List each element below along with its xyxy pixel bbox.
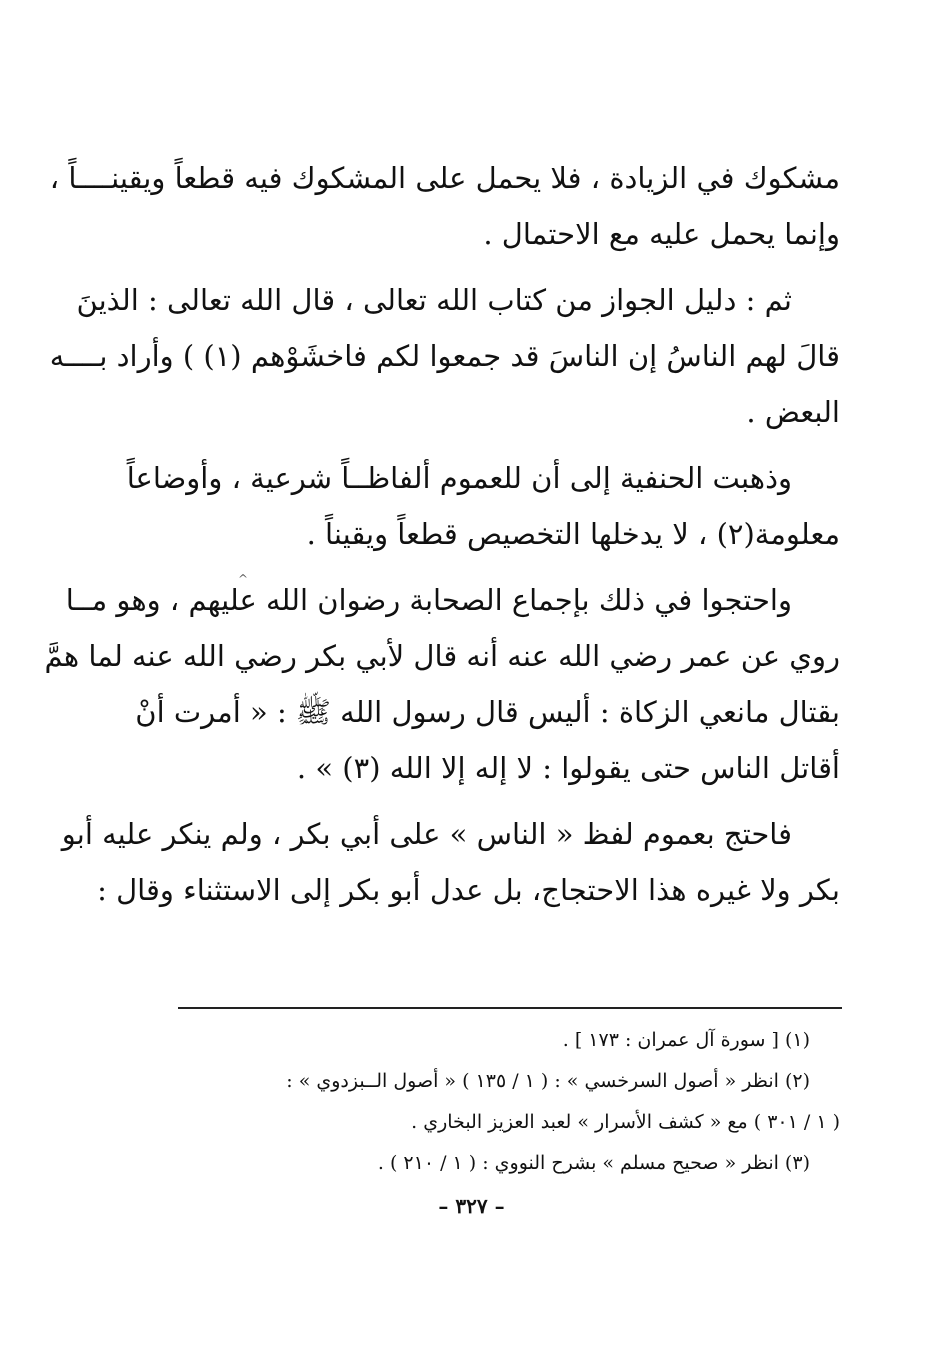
text-line: بقتال مانعي الزكاة : أليس قال رسول الله ﷺ : « أمرت أنْ (135, 695, 840, 729)
text-line: قالَ لهم الناسُ إن الناسَ قد جمعوا لكم فاخشَوْهم (١) ) وأراد بــــه (49, 339, 840, 373)
text-line: بكر ولا غيره هذا الاحتجاج، بل عدل أبو بكر إلى الاستثناء وقال : (97, 873, 840, 907)
footnote-divider (178, 1007, 842, 1009)
paragraph-gap (180, 562, 840, 572)
footnote-line: (٢) انظر « أصول السرخسي » : ( ١ / ١٣٥ ) « أصول الــبزدوي » : (286, 1070, 810, 1092)
footnote-line: (١) [ سورة آل عمران : ١٧٣ ] . (562, 1029, 810, 1051)
paragraph-gap (180, 440, 840, 450)
footnote-line: ( ١ / ٣٠١ ) مع « كشف الأسرار » لعبد العزيز البخاري . (411, 1111, 840, 1133)
text-line: معلومة(٢) ، لا يدخلها التخصيص قطعاً ويقيناً . (306, 517, 840, 551)
text-line: وإنما يحمل عليه مع الاحتمال . (483, 217, 840, 251)
text-line: فاحتج بعموم لفظ « الناس » على أبي بكر ، ولم ينكر عليه أبو (61, 817, 792, 851)
text-line: أقاتل الناس حتى يقولوا : لا إله إلا الله (٣) » . (296, 751, 840, 785)
main-text (44, 150, 840, 918)
paragraph-gap (180, 262, 840, 272)
text-line: واحتجوا في ذلك بإجماع الصحابة رضوان الله عليهم ، وهو مــا (65, 583, 792, 617)
text-line: مشكوك في الزيادة ، فلا يحمل على المشكوك فيه قطعاً ويقينــــاً ، (49, 161, 840, 195)
paragraph-gap (180, 796, 840, 806)
text-line: البعض . (746, 395, 840, 429)
stray-mark: ^ (238, 572, 249, 586)
footnote-line: (٣) انظر « صحيح مسلم » بشرح النووي : ( ١ / ٢١٠ ) . (377, 1152, 810, 1174)
page-number: – ٣٢٧ – (438, 1194, 505, 1218)
text-line: وذهبت الحنفية إلى أن للعموم ألفاظــاً شرعية ، وأوضاعاً (126, 461, 792, 495)
footnotes (180, 1020, 840, 1184)
text-line: روي عن عمر رضي الله عنه أنه قال لأبي بكر رضي الله عنه لما همَّ (44, 639, 840, 673)
text-line: ثم : دليل الجواز من كتاب الله تعالى ، قال الله تعالى : الذينَ (76, 283, 792, 317)
